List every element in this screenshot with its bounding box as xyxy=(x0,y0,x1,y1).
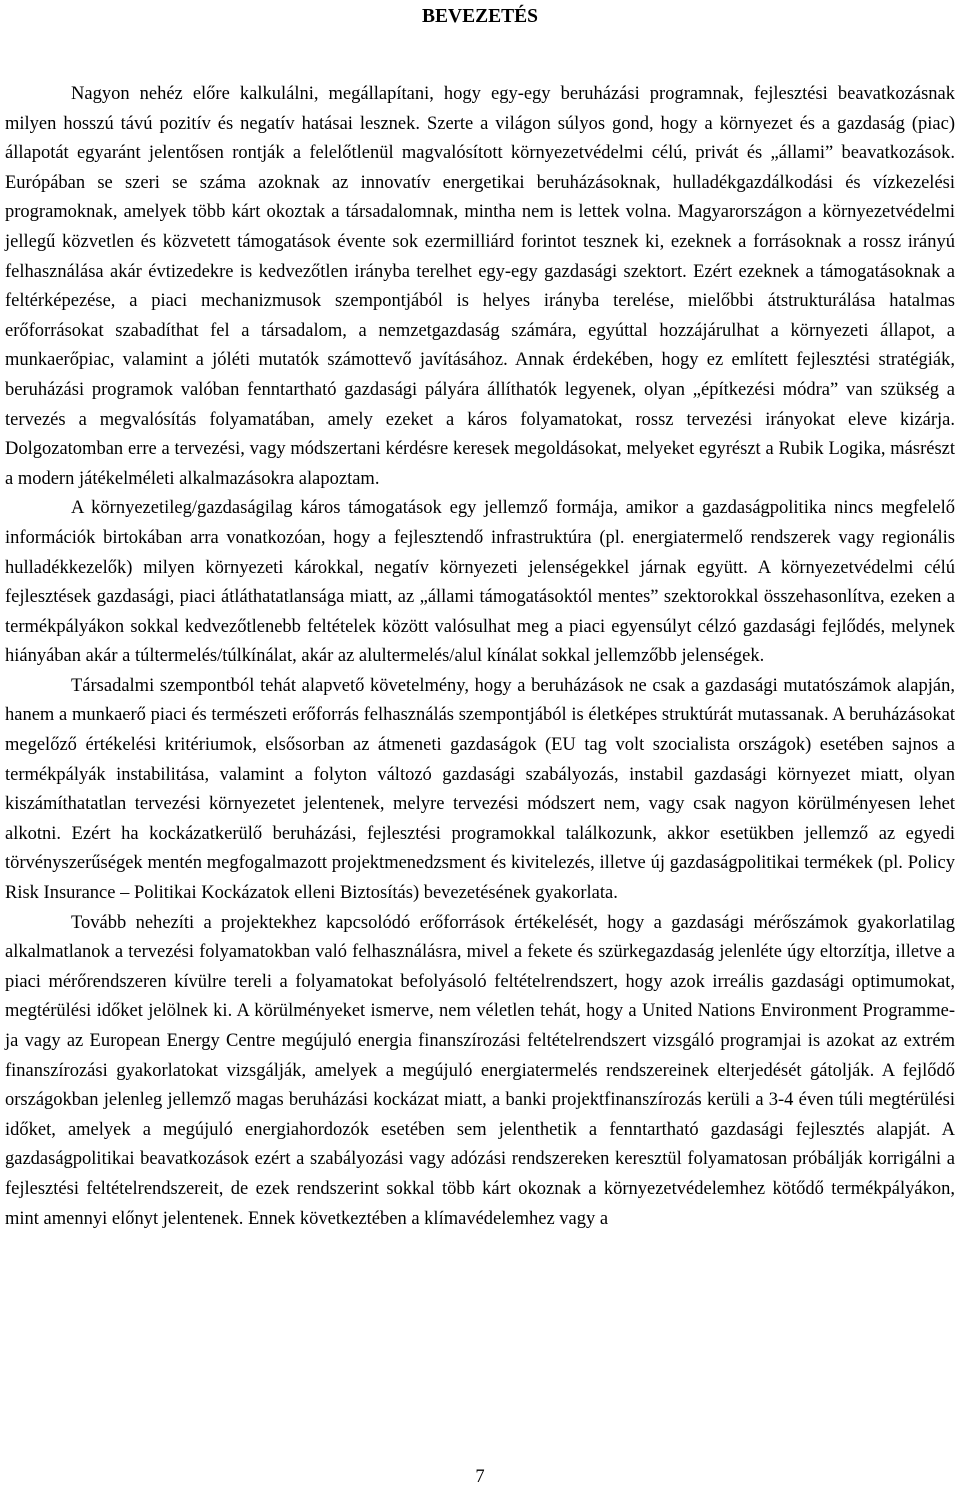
paragraph: A környezetileg/gazdaságilag káros támogatások egy jellemző formája, amikor a gazdaságpolitika nincs megfelelő információk birtokában arra vonatkozóan, hogy a fejlesztendő infrastruktúra (pl. energiatermelő rendszerek vagy regionális hulladékkezelők) milyen környezeti károkkal, negatív környezeti jelenségekkel járnak együtt. A környezetvédelmi célú fejlesztések gazdasági, piaci átláthatatlansága miatt, az „állami támogatásoktól mentes” szektorokkal összehasonlítva, ezeken a termékpályákon sokkal kedvezőtlenebb feltételek között valósulhat meg a piaci egyensúlyt célzó gazdasági fejlődés, melynek hiányában akár a túltermelés/túlkínálat, akár az alultermelés/alul kínálat sokkal jellemzőbb jelenségek. xyxy=(5,498,955,667)
paragraph: Társadalmi szempontból tehát alapvető követelmény, hogy a beruházások ne csak a gazdasági mutatószámok alapján, hanem a munkaerő piaci és természeti erőforrás felhasználás szempontjából is életképes struktúrát mutassanak. A beruházásokat megelőző értékelési kritériumok, elsősorban az átmeneti gazdaságok (EU tag volt szocialista országok) esetében sajnos a termékpályák instabilitása, valamint a folyton változó gazdasági szabályozás, instabil gazdasági környezet miatt, olyan kiszámíthatatlan tervezési környezetet jelentenek, melyre tervezési módszert nem, vagy csak nagyon körülményesen lehet alkotni. Ezért ha kockázatkerülő beruházási, fejlesztési programokkal találkozunk, akkor esetükben jellemző az egyedi törvényszerűségek mentén megfogalmazott projektmenedzsment és kivitelezés, illetve új gazdaságpolitikai termékek (pl. Policy Risk Insurance – Politikai Kockázatok elleni Biztosítás) bevezetésének gyakorlata. xyxy=(5,675,955,904)
body-text xyxy=(5,80,955,1234)
paragraph: Nagyon nehéz előre kalkulálni, megállapítani, hogy egy-egy beruházási programnak, fejlesztési beavatkozásnak milyen hosszú távú pozitív és negatív hatásai lesznek. Szerte a világon súlyos gond, hogy a környezet és a gazdaság (piac) állapotát egyaránt jelentősen rontják a felelőtlenül magvalósított környezetvédelmi célú, privát és „állami” beavatkozások. Európában se szeri se száma azoknak az innovatív energetikai beruházásoknak, hulladékgazdálkodási és vízkezelési programoknak, amelyek több kárt okoztak a társadalomnak, mintha nem is lettek volna. Magyarországon a környezetvédelmi jellegű közvetlen és közvetett támogatások évente sok ezermilliárd forintot tesznek ki, ezeknek a forrásoknak a rossz irányú felhasználása akár évtizedekre is kedvezőtlen irányba terelhet egy-egy gazdasági szektort. Ezért ezeknek a támogatásoknak a feltérképezése, a piaci mechanizmusok szempontjából is helyes irányba terelése, mielőbbi átstrukturálása hatalmas erőforrásokat szabadíthat fel a társadalom, a nemzetgazdaság számára, egyúttal hozzájárulhat a környezeti állapot, a munkaerőpiac, valamint a jóléti mutatók számottevő javításához. Annak érdekében, hogy ez említett fejlesztési stratégiák, beruházási programok valóban fenntartható gazdasági pályára állíthatók legyenek, olyan „építkezési módra” van szükség a tervezés a megvalósítás folyamatában, amely ezeket a káros folyamatokat, rossz tervezési irányokat eleve kizárja. Dolgozatomban erre a tervezési, vagy módszertani kérdésre keresek megoldásokat, melyeket egyrészt a Rubik Logika, másrészt a modern játékelméleti alkalmazásokra alapoztam. xyxy=(5,84,955,489)
page-number: 7 xyxy=(475,1467,485,1487)
section-heading: BEVEZETÉS xyxy=(422,6,538,27)
paragraph: Tovább nehezíti a projektekhez kapcsolódó erőforrások értékelését, hogy a gazdasági mérőszámok gyakorlatilag alkalmatlanok a tervezési folyamatokban való felhasználásra, mivel a fekete és szürkegazdaság jelenléte úgy eltorzítja, illetve a piaci mérőrendszeren kívülre tereli a folyamatokat befolyásoló feltételrendszert, hogy azok irreális gazdasági optimumokat, megtérülési időket jelölnek ki. A körülményeket ismerve, nem véletlen tehát, hogy a United Nations Environment Programme-ja vagy az European Energy Centre megújuló energia finanszírozási feltételrendszert vizsgáló programjai is azokat az extrém finanszírozási gyakorlatokat vizsgálják, amelyek a megújuló energiatermelés rendszereinek elterjedését gátolják. A fejlődő országokban jelenleg jellemző magas beruházási kockázat miatt, a banki projektfinanszírozás kerüli a 3-4 éven túli megtérülési időket, amelyek a megújuló energiahordozók esetében sem jelenthetik a fenntartható gazdasági fejlesztés alapját. A gazdaságpolitikai beavatkozások ezért a szabályozási vagy adózási rendszereken keresztül folyamatosan próbálják korrigálni a fejlesztési feltételrendszereit, de ezek rendszerint sokkal több kárt okoznak a környezetvédelemhez kötődő termékpályákon, mint amennyi előnyt jelentenek. Ennek következtében a klímavédelemhez vagy a xyxy=(5,912,955,1229)
